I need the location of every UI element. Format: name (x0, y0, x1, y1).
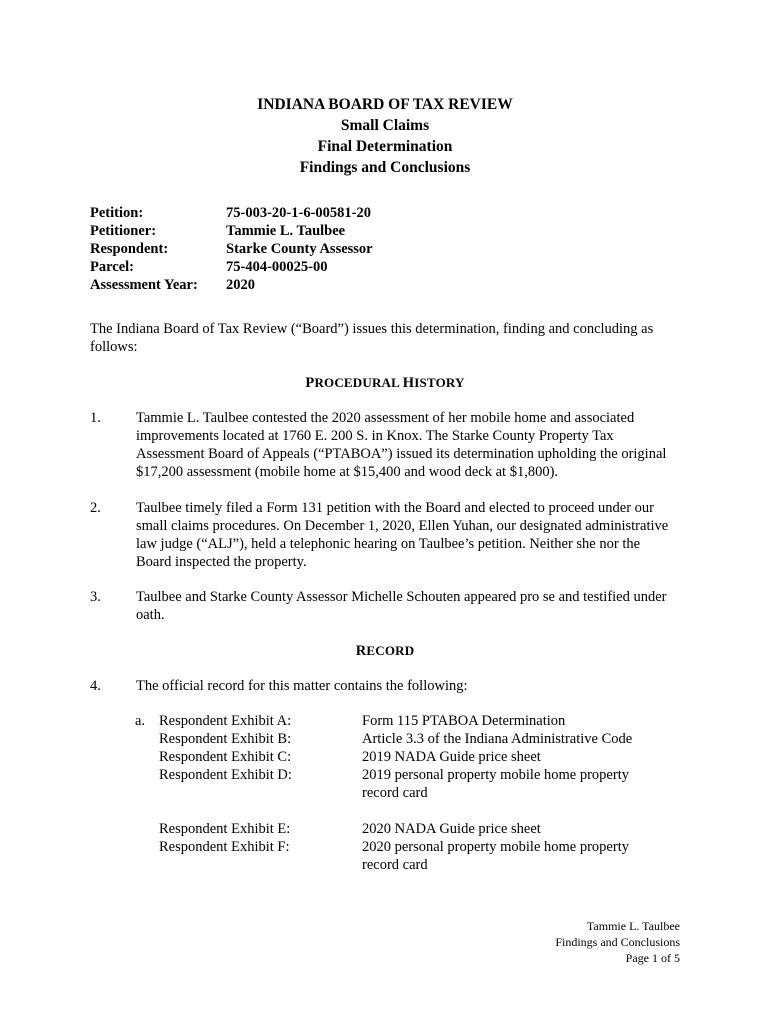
exhibit-label: Respondent Exhibit E: (159, 821, 291, 837)
paragraph-text: The official record for this matter contains the following: (136, 678, 468, 694)
heading-initial: H (402, 375, 415, 391)
exhibit-row (135, 748, 675, 766)
intro-paragraph: The Indiana Board of Tax Review (“Board”) issues this determination, finding and concluding as follows: (90, 321, 654, 355)
page-footer (555, 918, 680, 966)
heading-initial: P (305, 375, 315, 391)
exhibit-label: Respondent Exhibit F: (159, 839, 290, 855)
paragraph-2 (90, 499, 690, 571)
caption-row-respondent (90, 240, 373, 258)
paragraph-number: 1. (90, 410, 101, 426)
caption-label: Respondent: (90, 241, 169, 257)
caption-value: Tammie L. Taulbee (226, 223, 346, 239)
small-claims-title: Small Claims (340, 117, 430, 134)
paragraph-4 (90, 677, 690, 695)
paragraph-number: 3. (90, 589, 101, 605)
exhibit-description: 2019 personal property mobile home property record card (362, 767, 629, 801)
heading-rest: ISTORY (414, 375, 465, 390)
exhibit-description: 2020 NADA Guide price sheet (362, 821, 541, 837)
paragraph-number: 2. (90, 500, 101, 516)
exhibit-row (135, 766, 675, 802)
exhibit-row (135, 838, 675, 874)
caption-row-petition (90, 204, 373, 222)
caption-row-petitioner (90, 222, 373, 240)
exhibit-description: 2020 personal property mobile home property record card (362, 839, 629, 873)
caption-row-assessment-year (90, 276, 373, 294)
caption-label: Parcel: (90, 259, 135, 275)
board-title: INDIANA BOARD OF TAX REVIEW (257, 96, 513, 113)
caption-value: 2020 (226, 277, 255, 293)
heading-rest: ECORD (366, 643, 415, 658)
caption-row-parcel (90, 258, 373, 276)
exhibit-list (135, 712, 675, 874)
exhibit-row (135, 712, 675, 730)
exhibit-label: Respondent Exhibit B: (159, 731, 292, 747)
paragraph-1 (90, 409, 690, 481)
exhibit-description: 2019 NADA Guide price sheet (362, 749, 541, 765)
exhibit-description: Article 3.3 of the Indiana Administrative Code (362, 731, 633, 747)
list-letter: a. (135, 713, 146, 729)
heading-initial: R (355, 643, 367, 659)
caption-label: Petition: (90, 205, 144, 221)
heading-rest: ROCEDURAL (314, 375, 403, 390)
exhibit-row (135, 730, 675, 748)
paragraph-3 (90, 588, 690, 624)
caption-value: 75-404-00025-00 (226, 259, 328, 275)
paragraph-text: Taulbee and Starke County Assessor Michelle Schouten appeared pro se and testified under oath. (136, 589, 667, 623)
case-caption (90, 204, 373, 294)
exhibit-label: Respondent Exhibit D: (159, 767, 292, 783)
record-heading (0, 642, 770, 660)
caption-label: Assessment Year: (90, 277, 198, 293)
final-determination-title: Final Determination (317, 138, 453, 155)
caption-value: 75-003-20-1-6-00581-20 (226, 205, 371, 221)
exhibit-label: Respondent Exhibit C: (159, 749, 292, 765)
paragraph-text: Tammie L. Taulbee contested the 2020 assessment of her mobile home and associated improvements located at 1760 E. 200 S. in Knox. The Starke County Property Tax Assessment Board of Appeals (“PTABOA”) issued its determination upholding the original $17,200 assessment (mobile home at $15,400 and wood deck at $1,800). (136, 410, 667, 480)
exhibit-label: Respondent Exhibit A: (159, 713, 292, 729)
exhibit-row (135, 820, 675, 838)
exhibit-description: Form 115 PTABOA Determination (362, 713, 566, 729)
paragraph-number: 4. (90, 678, 101, 694)
document-title-block (0, 94, 770, 178)
footer-doc-title: Findings and Conclusions (555, 935, 680, 949)
caption-value: Starke County Assessor (226, 241, 373, 257)
caption-label: Petitioner: (90, 223, 157, 239)
findings-title: Findings and Conclusions (299, 159, 471, 176)
paragraph-text: Taulbee timely filed a Form 131 petition with the Board and elected to proceed under our small claims procedures. On December 1, 2020, Ellen Yuhan, our designated administrative law judge (“ALJ”), held a telephonic hearing on Taulbee’s petition. Neither she nor the Board inspected the property. (136, 500, 669, 570)
procedural-history-heading (0, 374, 770, 392)
footer-page-number: Page 1 of 5 (625, 951, 680, 965)
footer-petitioner: Tammie L. Taulbee (586, 919, 680, 933)
